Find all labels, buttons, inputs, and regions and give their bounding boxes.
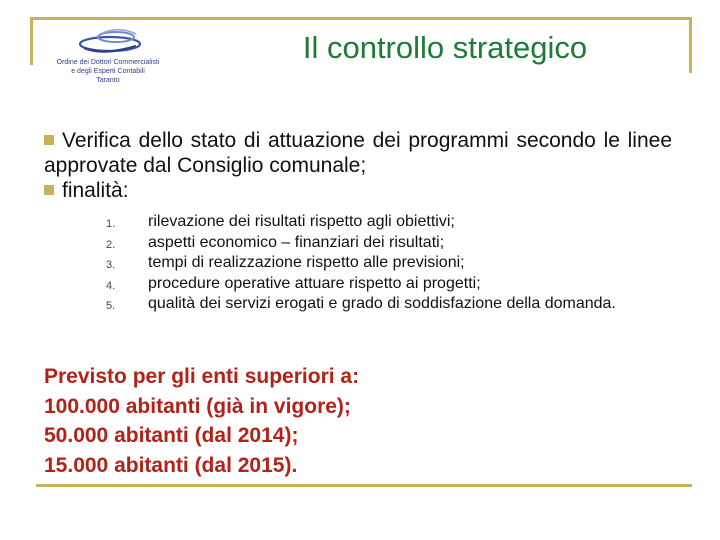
frame-left-line — [30, 17, 33, 65]
list-item — [106, 212, 672, 233]
list-text: qualità dei servizi erogati e grado di soddisfazione della domanda. — [148, 295, 616, 312]
highlight-line: 15.000 abitanti (dal 2015). — [44, 453, 298, 477]
list-item — [106, 294, 672, 315]
list-number: 5. — [106, 300, 116, 312]
slide-title: Il controllo strategico — [302, 30, 588, 65]
list-item — [106, 233, 672, 254]
logo-line: Taranto — [96, 77, 120, 84]
logo-line: e degli Esperti Contabili — [71, 68, 145, 75]
list-item — [106, 253, 672, 274]
frame-top-line — [30, 17, 692, 20]
bullet-text: finalità: — [62, 179, 129, 202]
list-number: 1. — [106, 218, 116, 230]
list-text: tempi di realizzazione rispetto alle previsioni; — [148, 254, 465, 271]
logo-text — [44, 58, 172, 85]
highlight-block — [44, 362, 664, 480]
square-bullet-icon — [44, 185, 54, 195]
list-text: aspetti economico – finanziari dei risultati; — [148, 233, 445, 251]
square-bullet-icon — [44, 135, 54, 145]
bullet-text: Verifica dello stato di attuazione dei programmi secondo le linee approvate dal Consiglio comunale; — [44, 129, 672, 177]
bullet-item — [44, 178, 672, 203]
list-number: 4. — [106, 279, 116, 292]
frame-bottom-line — [36, 484, 692, 487]
bullet-item — [44, 128, 672, 178]
list-text: procedure operative attuare rispetto ai progetti; — [148, 274, 481, 292]
logo-swirl-icon — [44, 24, 172, 58]
logo-line: Ordine dei Dottori Commercialisti — [56, 59, 160, 66]
numbered-list — [106, 212, 672, 315]
frame-right-line — [689, 17, 692, 73]
list-text: rilevazione dei risultati rispetto agli obiettivi; — [148, 213, 455, 230]
list-item — [106, 274, 672, 295]
logo — [44, 24, 172, 94]
highlight-line: 100.000 abitanti (già in vigore); — [44, 394, 351, 418]
highlight-line: Previsto per gli enti superiori a: — [44, 365, 360, 388]
list-number: 3. — [106, 259, 116, 271]
highlight-line: 50.000 abitanti (dal 2014); — [44, 424, 299, 447]
bullet-list — [44, 128, 672, 203]
list-number: 2. — [106, 238, 116, 251]
